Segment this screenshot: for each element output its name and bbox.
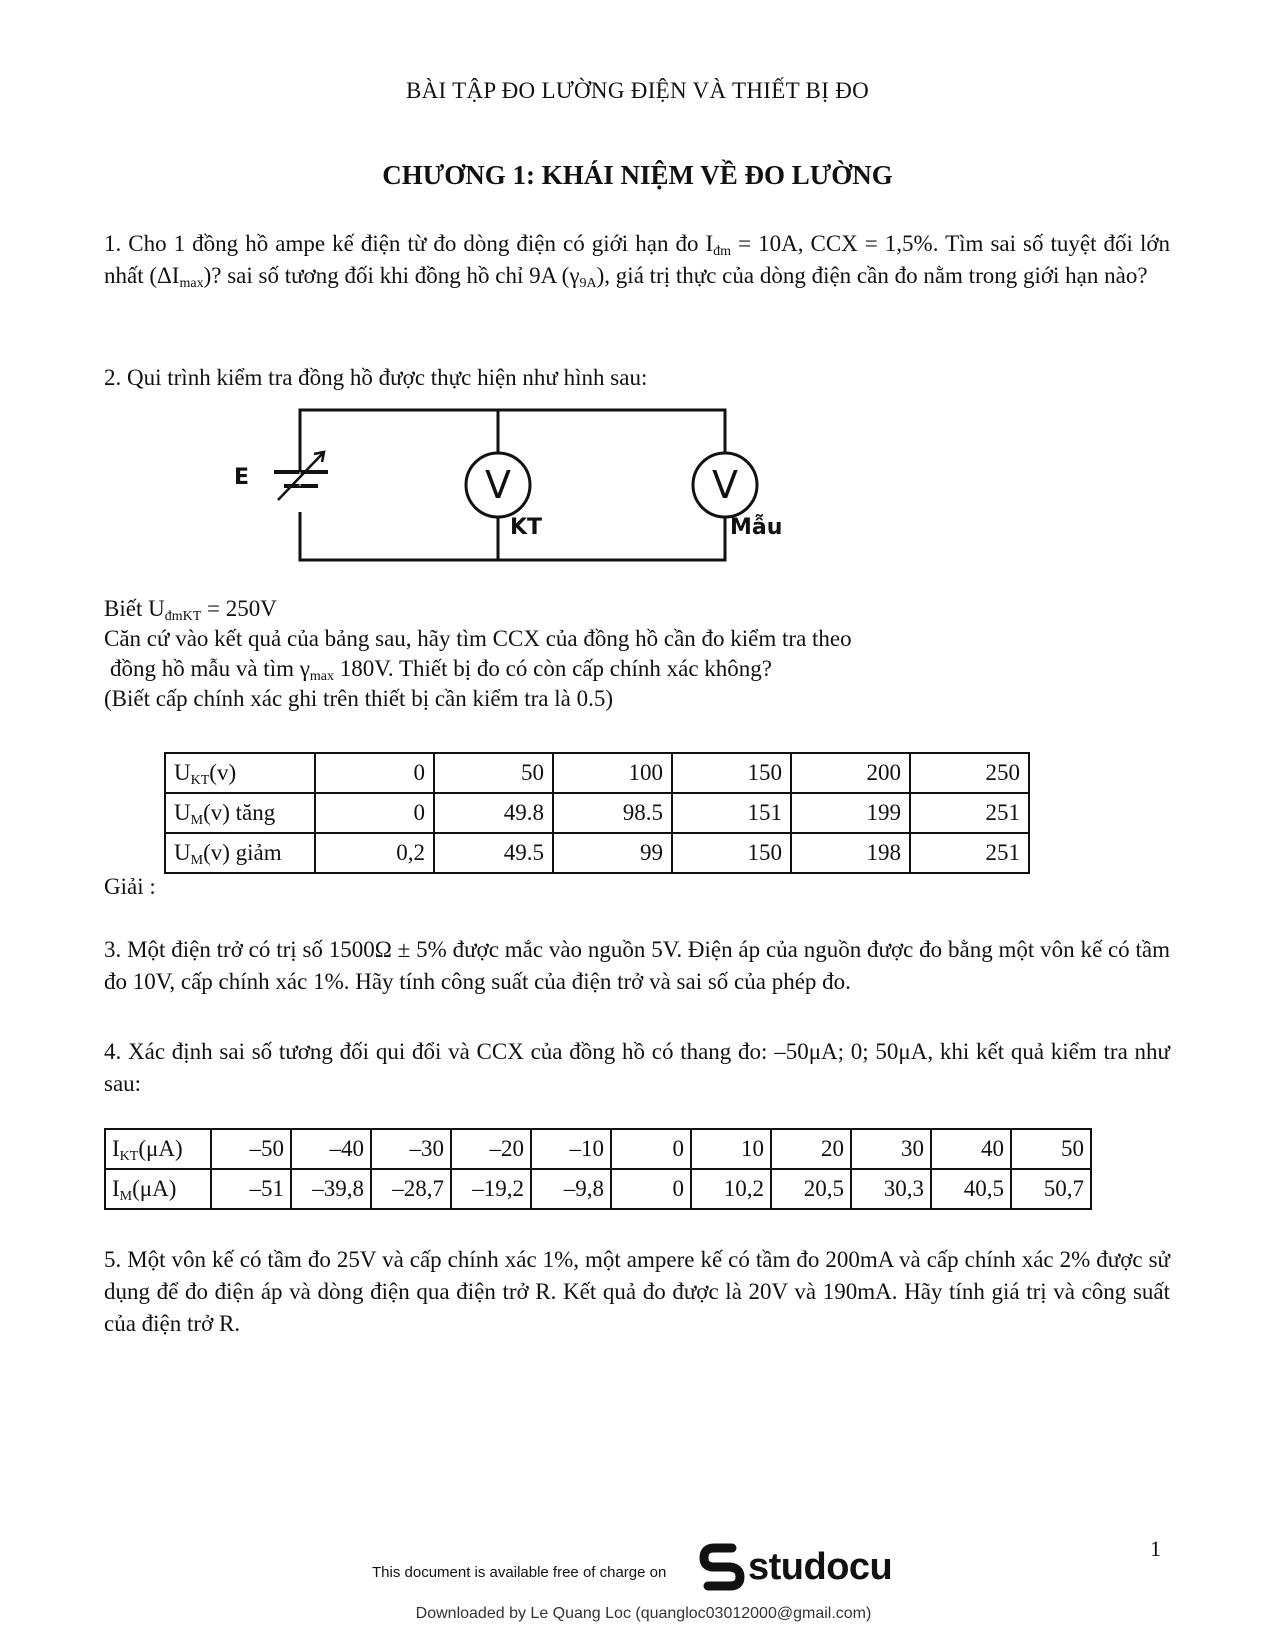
problem-3: 3. Một điện trở có trị số 1500Ω ± 5% được mắc vào nguồn 5V. Điện áp của nguồn được đo bằng một vôn kế có tầm đo 10V, cấp chính xác 1%. Hãy tính công suất của điện trở và sai số của phép đo. bbox=[104, 937, 1170, 994]
table-cell: 250 bbox=[910, 753, 1029, 793]
table-cell: 199 bbox=[791, 793, 910, 833]
problem-1 bbox=[104, 228, 1170, 292]
meter-mau-label: Mẫu bbox=[730, 515, 783, 540]
table-cell: 251 bbox=[910, 833, 1029, 873]
table-cell: –28,7 bbox=[371, 1169, 451, 1209]
problem-2-line-4: (Biết cấp chính xác ghi trên thiết bị cần kiểm tra là 0.5) bbox=[104, 686, 614, 711]
table-cell: 50 bbox=[1011, 1129, 1091, 1169]
studocu-logo[interactable] bbox=[700, 1542, 892, 1592]
table-cell: –19,2 bbox=[451, 1169, 531, 1209]
problem-4: 4. Xác định sai số tương đối qui đổi và CCX của đồng hồ có thang đo: –50μA; 0; 50μA, khi kết quả kiểm tra như sau: bbox=[104, 1039, 1170, 1096]
studocu-brand-text: studocu bbox=[748, 1545, 893, 1588]
table-cell: 200 bbox=[791, 753, 910, 793]
chapter-title: CHƯƠNG 1: KHÁI NIỆM VỀ ĐO LƯỜNG bbox=[382, 160, 893, 190]
problem-1-sub-a: đm bbox=[713, 244, 732, 259]
meter-kt-label: KT bbox=[510, 515, 543, 540]
source-label: E bbox=[234, 465, 250, 490]
table-cell: –10 bbox=[531, 1129, 611, 1169]
problem-2-line-2: Căn cứ vào kết quả của bảng sau, hãy tìm CCX của đồng hồ cần đo kiểm tra theo bbox=[104, 626, 852, 651]
solve-label: Giải : bbox=[104, 874, 156, 899]
problem-2-details bbox=[104, 594, 1170, 714]
row-header: $I_M(\mu A)$ bbox=[105, 1169, 211, 1209]
problem-2-line-3 bbox=[104, 654, 1170, 684]
row-header: $I_{KT}(\mu A)$ bbox=[105, 1129, 211, 1169]
studocu-mark-icon bbox=[700, 1542, 744, 1592]
problem-1-sub-b: max bbox=[179, 276, 204, 291]
line3-text-a: đồng hồ mẫu và tìm γ bbox=[110, 656, 310, 681]
table-row bbox=[165, 833, 1029, 873]
table-row bbox=[105, 1129, 1091, 1169]
table-row bbox=[165, 793, 1029, 833]
table-cell: 20,5 bbox=[771, 1169, 851, 1209]
given-sub: đmKT bbox=[164, 609, 202, 624]
problem-1-text-b: = 10A, CCX = 1,5%. Tìm sai số tuyệt đối lớn nhất (ΔI bbox=[104, 231, 1170, 288]
table-cell: 10 bbox=[691, 1129, 771, 1169]
table-cell: 0 bbox=[611, 1169, 691, 1209]
table-cell: 0 bbox=[315, 753, 434, 793]
footer-available-text: This document is available free of charge on bbox=[372, 1564, 667, 1581]
voltmeter-mau-symbol: V bbox=[712, 463, 738, 507]
table-cell: 99 bbox=[553, 833, 672, 873]
problem-2-given bbox=[104, 594, 1170, 624]
row-header: $U_M(v)$ giảm bbox=[165, 833, 315, 873]
current-test-table bbox=[104, 1128, 1092, 1210]
table-cell: 40,5 bbox=[931, 1169, 1011, 1209]
table-cell: 49.5 bbox=[434, 833, 553, 873]
table-cell: –20 bbox=[451, 1129, 531, 1169]
table-cell: 10,2 bbox=[691, 1169, 771, 1209]
table-row bbox=[165, 753, 1029, 793]
row-header: $U_M(v)$ tăng bbox=[165, 793, 315, 833]
line3-text-b: 180V. Thiết bị đo có còn cấp chính xác không? bbox=[334, 656, 772, 681]
problem-1-sub-c: 9A bbox=[579, 276, 597, 291]
table-cell: 30,3 bbox=[851, 1169, 931, 1209]
table-cell: 151 bbox=[672, 793, 791, 833]
circuit-wire-top bbox=[300, 410, 725, 472]
page-number: 1 bbox=[1150, 1536, 1161, 1561]
table-cell: 40 bbox=[931, 1129, 1011, 1169]
problem-1-text-d: ), giá trị thực của dòng điện cần đo nằm trong giới hạn nào? bbox=[596, 263, 1148, 288]
table-cell: 0 bbox=[611, 1129, 691, 1169]
table-cell: 150 bbox=[672, 753, 791, 793]
table-cell: 0 bbox=[315, 793, 434, 833]
problem-1-text-a: 1. Cho 1 đồng hồ ampe kế điện từ đo dòng điện có giới hạn đo I bbox=[104, 231, 714, 256]
table-cell: 198 bbox=[791, 833, 910, 873]
problem-2-intro: 2. Qui trình kiểm tra đồng hồ được thực hiện như hình sau: bbox=[104, 365, 648, 390]
table-cell: –50 bbox=[211, 1129, 291, 1169]
table-cell: 150 bbox=[672, 833, 791, 873]
header-title: BÀI TẬP ĐO LƯỜNG ĐIỆN VÀ THIẾT BỊ ĐO bbox=[405, 78, 870, 103]
table-cell: –40 bbox=[291, 1129, 371, 1169]
table-cell: 30 bbox=[851, 1129, 931, 1169]
row-header: $U_{KT}(v)$ bbox=[165, 753, 315, 793]
problem-5: 5. Một vôn kế có tầm đo 25V và cấp chính xác 1%, một ampere kế có tầm đo 200mA và cấp chính xác 2% được sử dụng để đo điện áp và dòng điện qua điện trở R. Kết quả đo được là 20V và 190mA. Hãy tính giá trị và công suất của điện trở R. bbox=[104, 1247, 1170, 1336]
voltage-test-table bbox=[164, 752, 1030, 874]
table-cell: 100 bbox=[553, 753, 672, 793]
table-cell: 20 bbox=[771, 1129, 851, 1169]
given-text-b: = 250V bbox=[201, 596, 277, 621]
circuit-diagram bbox=[230, 402, 783, 570]
table-cell: –30 bbox=[371, 1129, 451, 1169]
table-cell: 50,7 bbox=[1011, 1169, 1091, 1209]
table-cell: –9,8 bbox=[531, 1169, 611, 1209]
voltmeter-kt-symbol: V bbox=[485, 463, 511, 507]
table-cell: –39,8 bbox=[291, 1169, 371, 1209]
given-text-a: Biết U bbox=[104, 596, 165, 621]
footer-downloaded-by: Downloaded by Le Quang Loc (quangloc03012000@gmail.com) bbox=[415, 1605, 872, 1622]
table-cell: 50 bbox=[434, 753, 553, 793]
table-cell: –51 bbox=[211, 1169, 291, 1209]
table-cell: 0,2 bbox=[315, 833, 434, 873]
problem-1-text-c: )? sai số tương đối khi đồng hồ chỉ 9A (γ bbox=[203, 263, 580, 288]
table-cell: 251 bbox=[910, 793, 1029, 833]
table-cell: 98.5 bbox=[553, 793, 672, 833]
line3-sub: max bbox=[309, 669, 335, 684]
table-row bbox=[105, 1169, 1091, 1209]
table-cell: 49.8 bbox=[434, 793, 553, 833]
